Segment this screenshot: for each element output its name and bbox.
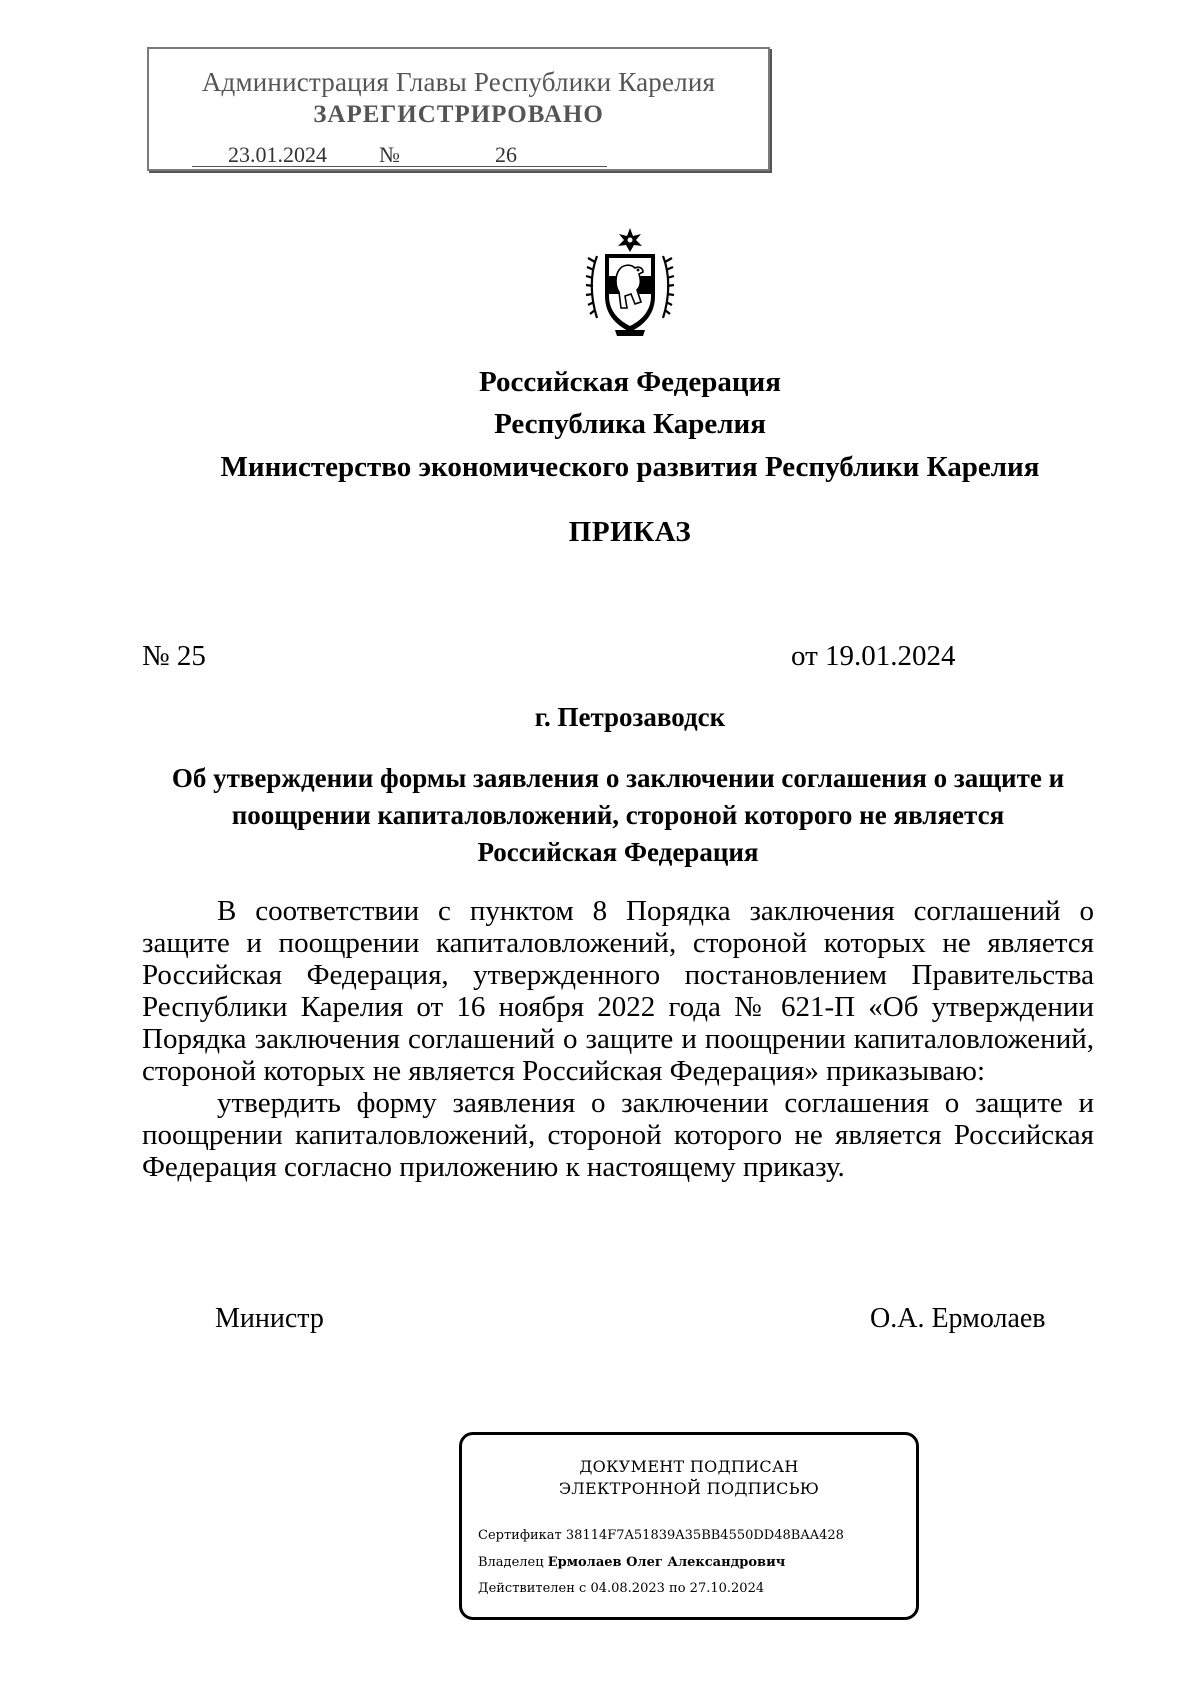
esig-validity — [478, 1581, 764, 1596]
registration-number-sign: № — [379, 142, 400, 167]
registration-number: 26 — [495, 142, 517, 167]
subject-line: поощрении капиталовложений, стороной которого не является — [231, 800, 1005, 830]
esig-valid-to-label: по — [669, 1581, 686, 1596]
header-republic: Республика Карелия — [494, 408, 766, 440]
registration-status: ЗАРЕГИСТРИРОВАНО — [313, 101, 604, 128]
order-body — [142, 895, 1094, 1183]
esig-owner-value: Ермолаев Олег Александрович — [547, 1555, 786, 1570]
karelia-coat-of-arms-icon — [585, 226, 675, 340]
header-country: Российская Федерация — [479, 366, 781, 398]
registration-stamp — [147, 47, 770, 171]
esig-owner-label: Владелец — [478, 1555, 544, 1570]
order-city: г. Петрозаводск — [534, 702, 726, 732]
body-paragraph-decision: утвердить форму заявления о заключении соглашения о защите и поощрении капиталовложений, стороной которого не является Российская Федерация согласно приложению к настоящему приказу. — [142, 1087, 1094, 1183]
esig-owner — [478, 1555, 785, 1570]
registration-date: 23.01.2024 — [228, 142, 327, 167]
order-date: от 19.01.2024 — [791, 640, 956, 672]
esig-cert-label: Сертификат — [478, 1528, 562, 1543]
esig-valid-label: Действителен с — [478, 1581, 587, 1596]
order-subject — [142, 760, 1094, 871]
esig-valid-to: 27.10.2024 — [689, 1581, 765, 1596]
subject-line: Об утверждении формы заявления о заключении соглашения о защите и — [171, 763, 1065, 793]
header-ministry: Министерство экономического развития Республики Карелия — [220, 451, 1040, 483]
body-paragraph-basis: В соответствии с пунктом 8 Порядка заключения соглашений о защите и поощрении капиталовложений, стороной которых не является Российская Федерация, утвержденного постановлением Правительства Республики Карелия от 16 ноября 2022 года № 621-П «Об утверждении Порядка заключения соглашений о защите и поощрении капиталовложений, стороной которых не является Российская Федерация» приказываю: — [142, 895, 1094, 1087]
esig-heading-2: ЭЛЕКТРОННОЙ ПОДПИСЬЮ — [558, 1479, 820, 1498]
esig-certificate — [478, 1528, 844, 1543]
signer-name: О.А. Ермолаев — [870, 1303, 1046, 1334]
electronic-signature-stamp — [459, 1432, 919, 1620]
esig-cert-value: 38114F7A51839A35BB4550DD48BAA428 — [565, 1528, 844, 1543]
registration-details — [192, 142, 607, 167]
order-number: № 25 — [142, 640, 206, 672]
subject-line: Российская Федерация — [477, 837, 759, 867]
esig-heading-1: ДОКУМЕНТ ПОДПИСАН — [579, 1457, 799, 1476]
signer-title: Министр — [215, 1303, 324, 1334]
document-type: ПРИКАЗ — [568, 516, 692, 548]
registration-authority: Администрация Главы Республики Карелия — [201, 67, 716, 97]
esig-valid-from: 04.08.2023 — [590, 1581, 665, 1596]
